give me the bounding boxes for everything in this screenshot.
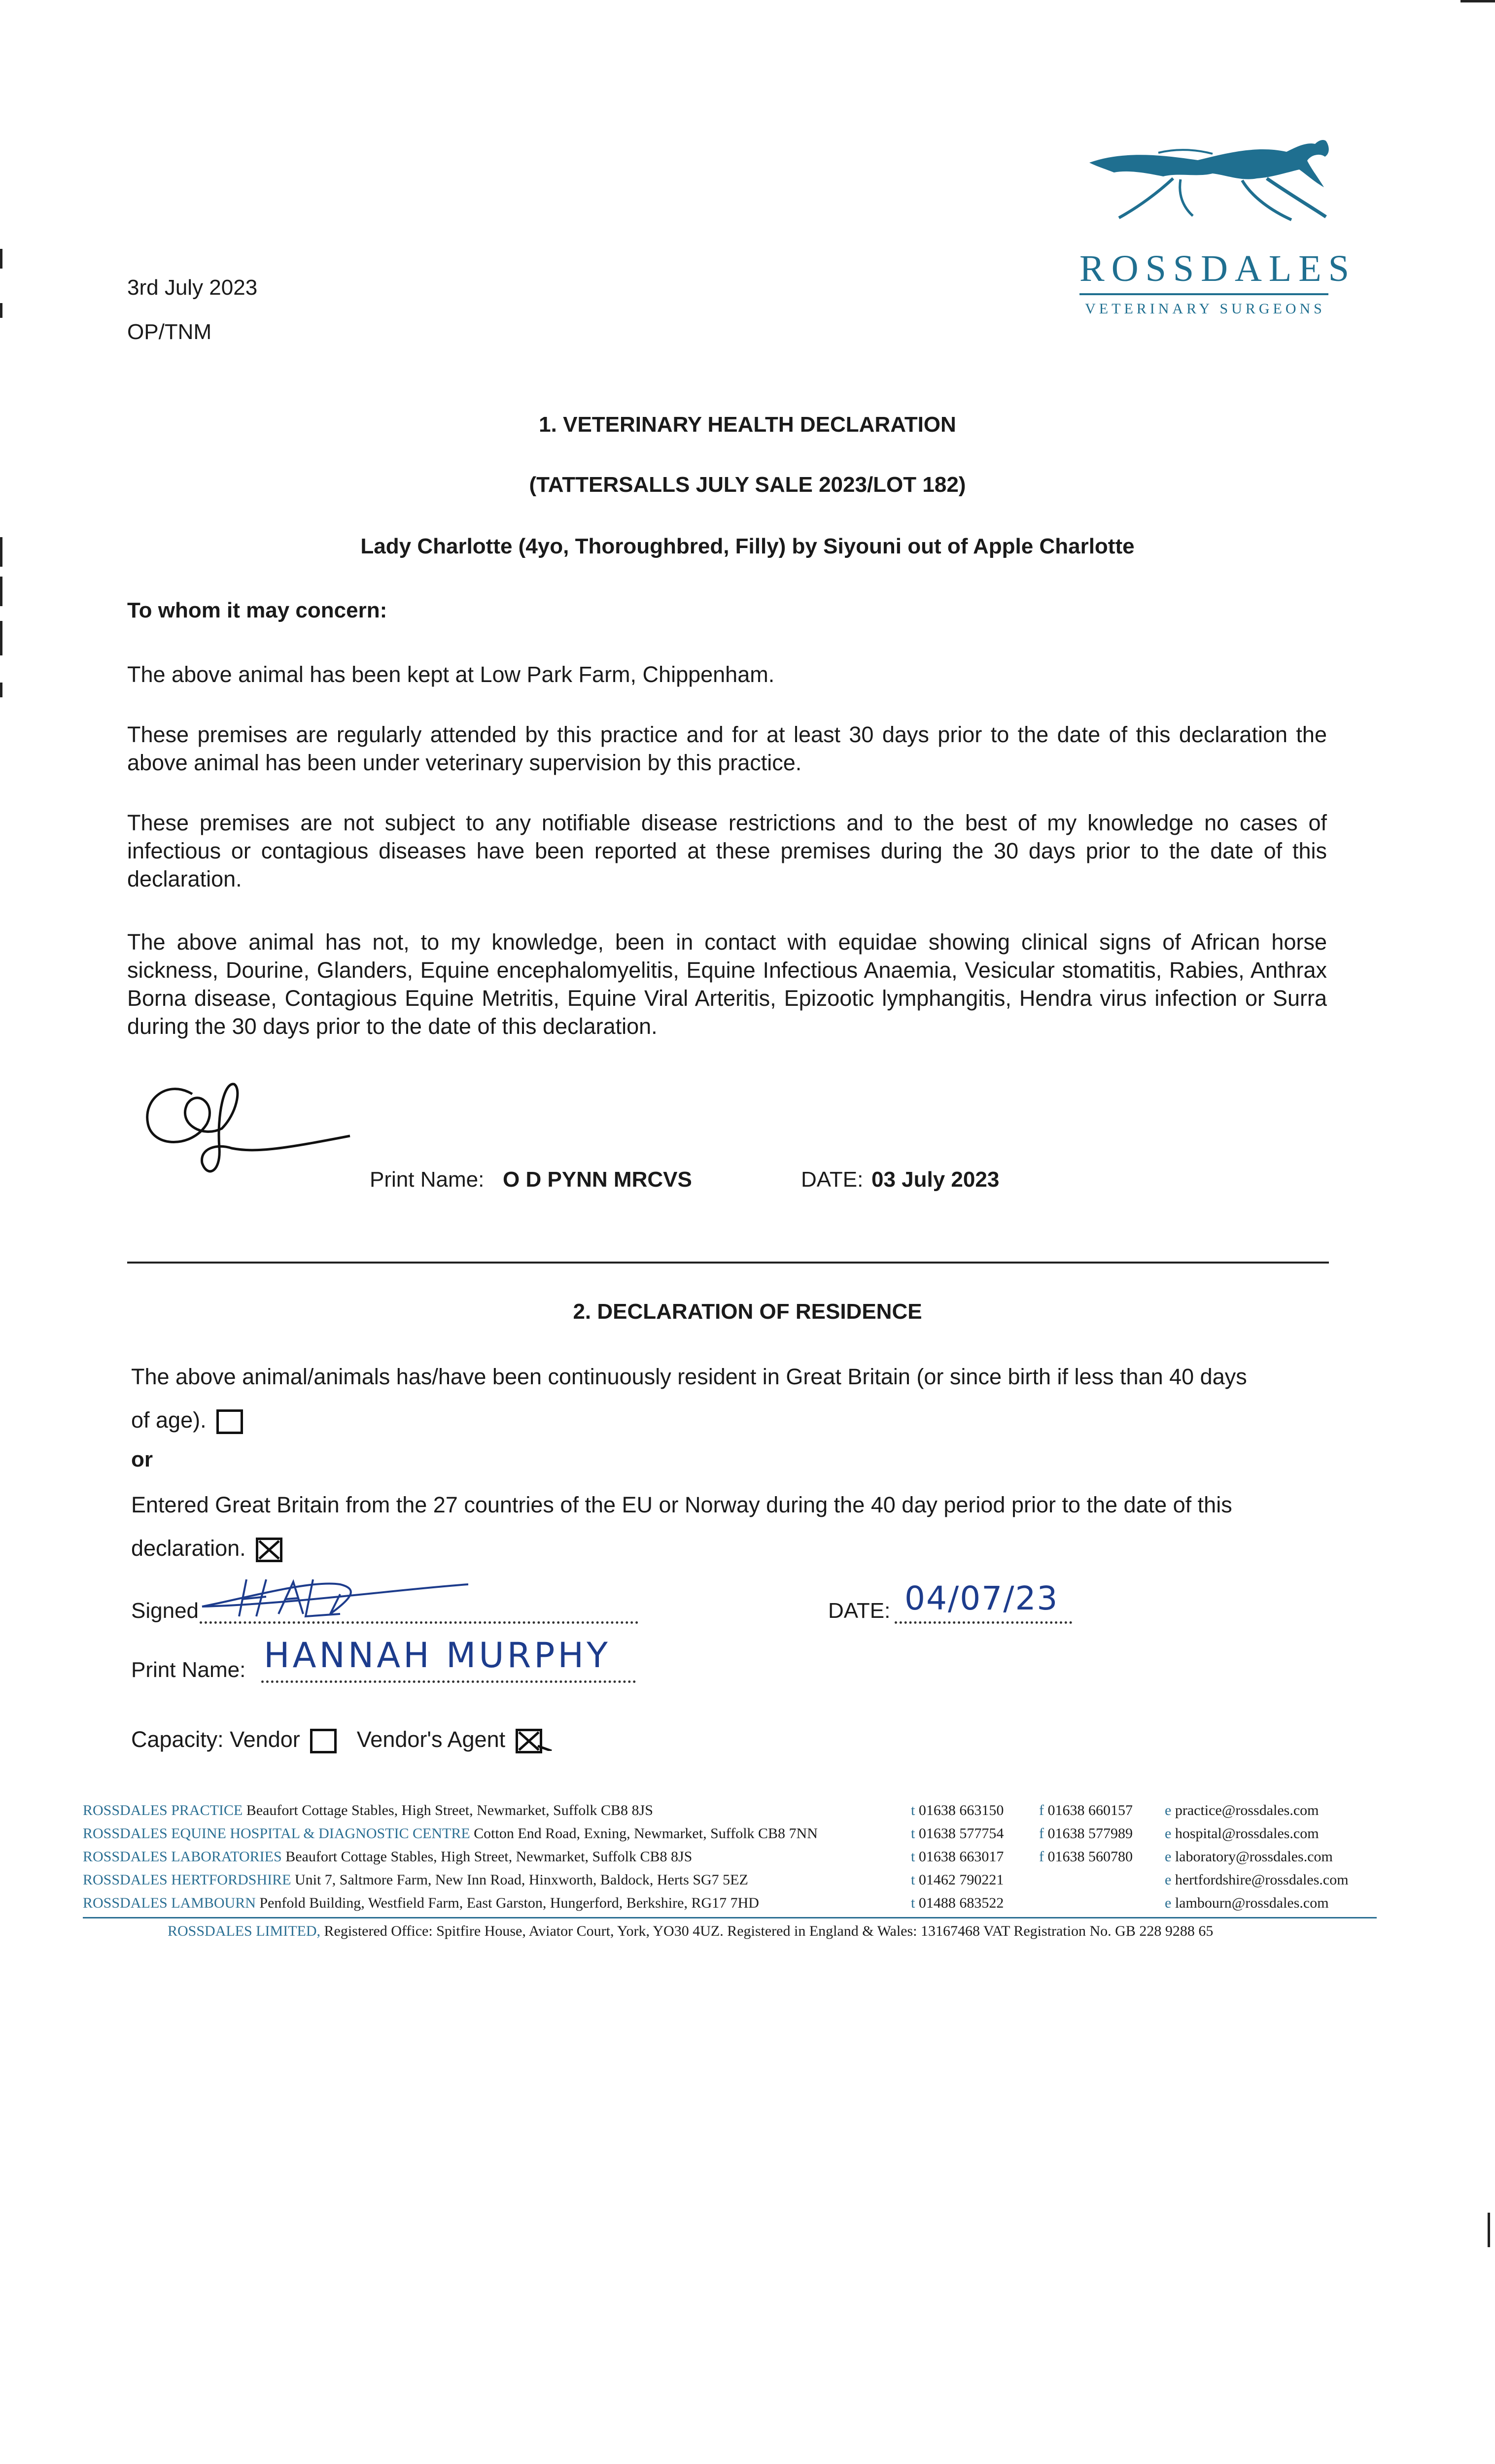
office-email: hertfordshire@rossdales.com (1175, 1872, 1349, 1888)
paragraph: These premises are regularly attended by this practice and for at least 30 days prior to the date of this declaration the above animal has been under veterinary supervision by this practice. (127, 722, 1327, 775)
office-email: hospital@rossdales.com (1175, 1825, 1319, 1842)
office-address: Cotton End Road, Exning, Newmarket, Suffolk CB8 7NN (474, 1825, 818, 1842)
section1-title: 1. VETERINARY HEALTH DECLARATION (539, 412, 956, 437)
paragraph: These premises are not subject to any notifiable disease restrictions and to the best of my knowledge no cases of infectious or contagious diseases have been reported at these premises during the 30 days prior to the date of this declaration. (127, 810, 1327, 891)
logo-rule (1079, 293, 1328, 295)
office-address: Beaufort Cottage Stables, High Street, Newmarket, Suffolk CB8 8JS (285, 1848, 693, 1865)
signed-label: Signed (131, 1599, 199, 1623)
capacity-label: Capacity: (131, 1727, 224, 1752)
residence-print-name-label: Print Name: (131, 1658, 246, 1682)
paragraph: The above animal has been kept at Low Park Farm, Chippenham. (127, 662, 775, 687)
scan-mark (1488, 2213, 1490, 2247)
vendor-agent-label: Vendor's Agent (356, 1727, 506, 1752)
office-email: lambourn@rossdales.com (1175, 1895, 1329, 1911)
or-label: or (131, 1447, 153, 1472)
residence-option-text: Entered Great Britain from the 27 countries of the EU or Norway during the 40 day period prior to the date of this declaration. (131, 1492, 1232, 1561)
residence-option-text: The above animal/animals has/have been continuously resident in Great Britain (or since birth if less than 40 days of age). (131, 1364, 1247, 1433)
scan-mark (0, 303, 2, 318)
office-address: Beaufort Cottage Stables, High Street, Newmarket, Suffolk CB8 8JS (246, 1802, 653, 1818)
letter-reference: OP/TNM (127, 320, 212, 344)
office-name: ROSSDALES LAMBOURN (83, 1895, 256, 1911)
residence-date: 04/07/23 (904, 1579, 1059, 1617)
section2-title: 2. DECLARATION OF RESIDENCE (573, 1300, 922, 1324)
office-email: practice@rossdales.com (1175, 1802, 1319, 1818)
footer-office-row (83, 1845, 1414, 1868)
letter-date: 3rd July 2023 (127, 275, 258, 300)
capacity-row (131, 1725, 542, 1754)
email-prefix: e (1165, 1848, 1172, 1865)
tel-prefix: t (911, 1825, 915, 1842)
office-tel: 01462 790221 (918, 1872, 1004, 1888)
scan-mark (1460, 0, 1495, 2)
horse-description: Lady Charlotte (4yo, Thoroughbred, Filly) by Siyouni out of Apple Charlotte (360, 534, 1135, 558)
office-fax: 01638 560780 (1047, 1848, 1133, 1865)
vet-signature (138, 1074, 375, 1183)
residence-print-name: HANNAH MURPHY (264, 1635, 611, 1676)
vendor-label: Vendor (230, 1727, 300, 1752)
salutation: To whom it may concern: (127, 598, 387, 622)
email-prefix: e (1165, 1825, 1172, 1842)
agent-signature (192, 1570, 468, 1624)
footer-office-row (83, 1868, 1414, 1891)
residence-option-continuous (131, 1355, 1265, 1442)
scan-mark (0, 683, 2, 697)
checkbox-cross-icon (518, 1731, 553, 1751)
office-name: ROSSDALES PRACTICE (83, 1802, 243, 1818)
footer-offices (83, 1799, 1414, 1915)
fax-prefix: f (1039, 1802, 1044, 1818)
footer-rule (83, 1917, 1377, 1918)
office-fax: 01638 660157 (1047, 1802, 1133, 1818)
paragraph: The above animal has not, to my knowledge, been in contact with equidae showing clinical signs of African horse sickness, Dourine, Glanders, Equine encephalomyelitis, Equine Infectious Anaemia, Vesicular stomatitis, Rabies, Anthrax Borna disease, Contagious Equine Metritis, Equine Viral Arteritis, Epizootic lymphangitis, Hendra virus infection or Surra during the 30 days prior to the date of this declaration. (127, 929, 1327, 1039)
office-fax: 01638 577989 (1047, 1825, 1133, 1842)
email-prefix: e (1165, 1895, 1172, 1911)
office-tel: 01638 577754 (918, 1825, 1004, 1842)
scan-mark (0, 249, 2, 269)
registered-office-text: Registered Office: Spitfire House, Aviator Court, York, YO30 4UZ. Registered in England & Wales: 13167468 VAT Registration No. GB 228 9288 65 (324, 1923, 1214, 1939)
vet-date-label: DATE: (801, 1167, 864, 1192)
office-tel: 01638 663150 (918, 1802, 1004, 1818)
continuous-residence-checkbox[interactable] (216, 1409, 243, 1434)
registered-company-name: ROSSDALES LIMITED, (168, 1923, 321, 1939)
email-prefix: e (1165, 1872, 1172, 1888)
footer-office-row (83, 1799, 1414, 1822)
vendor-agent-checkbox[interactable] (516, 1729, 542, 1753)
office-address: Unit 7, Saltmore Farm, New Inn Road, Hinxworth, Baldock, Herts SG7 5EZ (294, 1872, 748, 1888)
logo-name: ROSSDALES (1079, 248, 1356, 289)
office-name: ROSSDALES LABORATORIES (83, 1848, 282, 1865)
scan-mark (0, 577, 2, 606)
footer-office-row (83, 1822, 1414, 1845)
section1-subtitle: (TATTERSALLS JULY SALE 2023/LOT 182) (529, 473, 966, 497)
vet-print-name: O D PYNN MRCVS (503, 1167, 692, 1192)
office-name: ROSSDALES HERTFORDSHIRE (83, 1872, 291, 1888)
email-prefix: e (1165, 1802, 1172, 1818)
checkbox-cross-icon (258, 1540, 280, 1560)
office-tel: 01488 683522 (918, 1895, 1004, 1911)
entered-gb-checkbox[interactable] (256, 1538, 282, 1562)
residence-date-label: DATE: (828, 1599, 891, 1623)
office-name: ROSSDALES EQUINE HOSPITAL & DIAGNOSTIC CENTRE (83, 1825, 470, 1842)
scan-mark (0, 621, 2, 655)
office-address: Penfold Building, Westfield Farm, East Garston, Hungerford, Berkshire, RG17 7HD (259, 1895, 759, 1911)
horse-logo-icon (1079, 133, 1336, 246)
tel-prefix: t (911, 1872, 915, 1888)
tel-prefix: t (911, 1802, 915, 1818)
tel-prefix: t (911, 1895, 915, 1911)
footer-office-row (83, 1891, 1414, 1915)
residence-option-entered (131, 1483, 1265, 1570)
tel-prefix: t (911, 1848, 915, 1865)
vendor-checkbox[interactable] (310, 1729, 337, 1753)
office-email: laboratory@rossdales.com (1175, 1848, 1333, 1865)
office-tel: 01638 663017 (918, 1848, 1004, 1865)
logo-tagline: VETERINARY SURGEONS (1085, 301, 1325, 317)
fax-prefix: f (1039, 1825, 1044, 1842)
vet-date: 03 July 2023 (871, 1167, 1000, 1192)
vet-print-name-label: Print Name: (370, 1167, 485, 1192)
company-logo (1075, 133, 1356, 330)
footer-registration (168, 1919, 1400, 1943)
section-divider (127, 1262, 1329, 1264)
fax-prefix: f (1039, 1848, 1044, 1865)
